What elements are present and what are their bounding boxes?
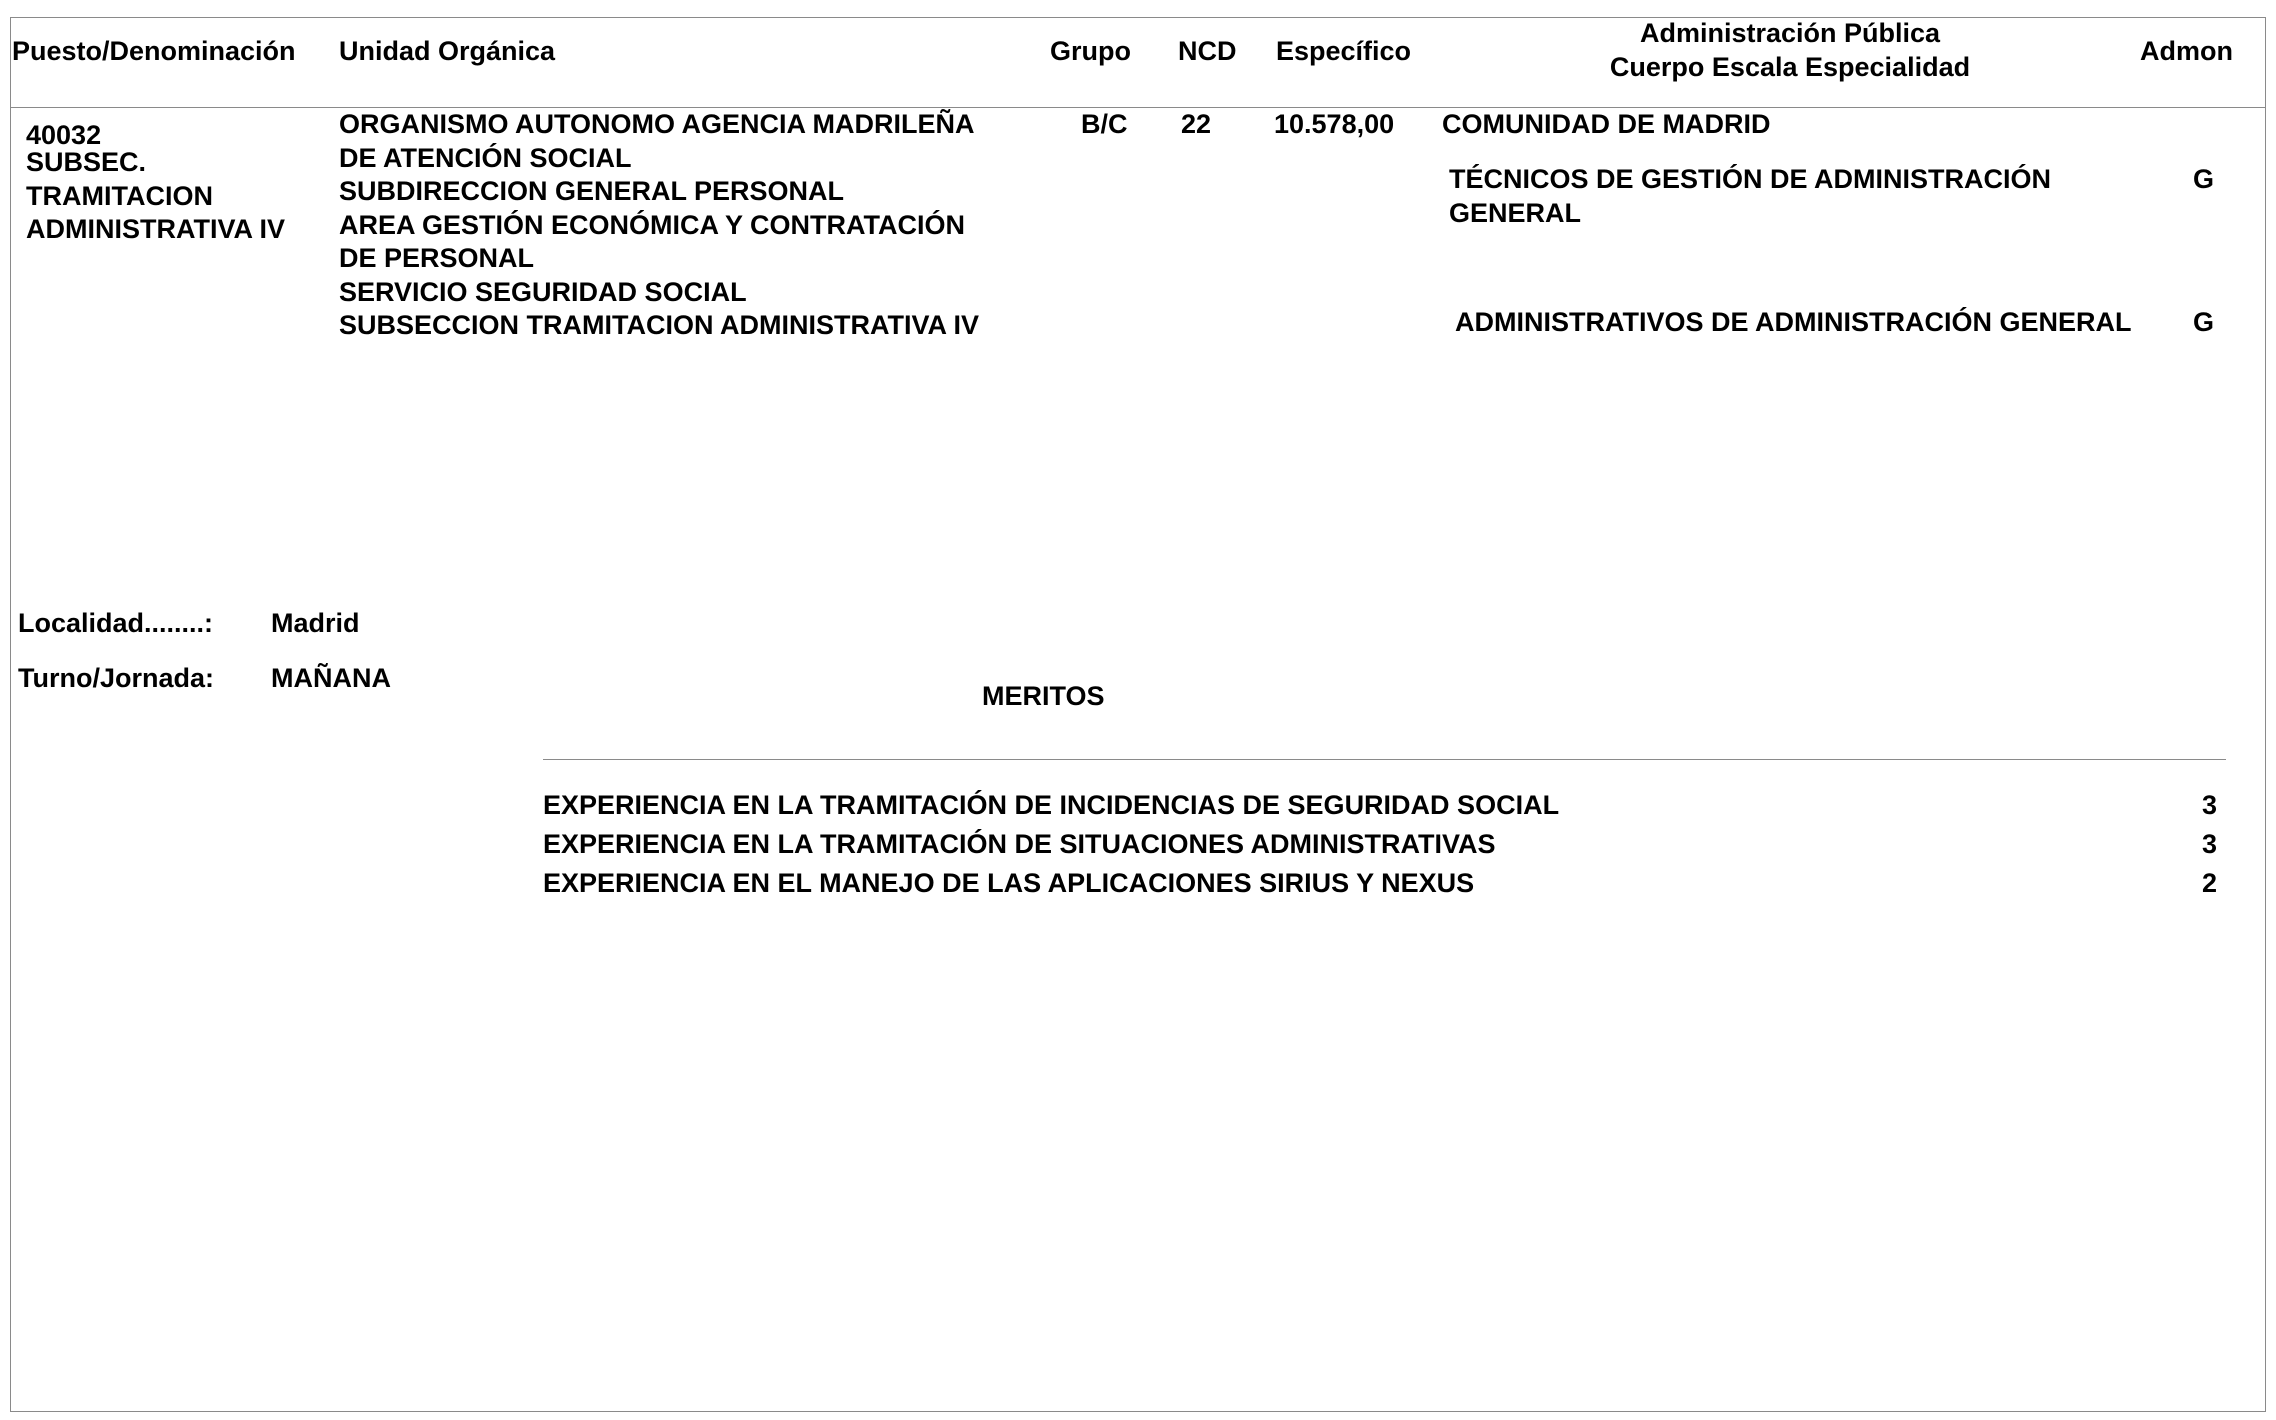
unidad-organica-line: SUBSECCION TRAMITACION ADMINISTRATIVA IV xyxy=(339,310,979,340)
administracion-value: COMUNIDAD DE MADRID xyxy=(1442,109,1771,139)
unidad-organica-line: DE ATENCIÓN SOCIAL xyxy=(339,142,632,173)
ncd-value: 22 xyxy=(1181,109,1212,139)
unidad-organica-line: SERVICIO SEGURIDAD SOCIAL xyxy=(339,276,747,307)
cuerpo-admon: G xyxy=(2193,307,2215,337)
merito-row xyxy=(543,825,2217,864)
merito-score: 3 xyxy=(2201,829,2217,859)
cuerpo-line: ADMINISTRATIVOS DE ADMINISTRACIÓN GENERAL xyxy=(1455,307,2132,337)
turno-value: MAÑANA xyxy=(271,663,391,693)
turno-label: Turno/Jornada: xyxy=(18,663,215,693)
cuerpo-admon: G xyxy=(2193,164,2215,194)
unidad-organica-line: SUBDIRECCION GENERAL PERSONAL xyxy=(339,176,845,206)
merito-text: EXPERIENCIA EN LA TRAMITACIÓN DE INCIDENCIAS DE SEGURIDAD SOCIAL xyxy=(543,790,1560,820)
unidad-organica-line: AREA GESTIÓN ECONÓMICA Y CONTRATACIÓN xyxy=(339,209,966,240)
especifico-value: 10.578,00 xyxy=(1274,109,1395,139)
header-cuerpo-escala: Cuerpo Escala Especialidad xyxy=(1609,52,1971,82)
localidad-value: Madrid xyxy=(271,608,360,638)
meritos-divider xyxy=(543,759,2226,760)
header-admon: Admon xyxy=(2140,36,2233,66)
merito-text: EXPERIENCIA EN EL MANEJO DE LAS APLICACIONES SIRIUS Y NEXUS xyxy=(543,868,1475,898)
cuerpo-line: GENERAL xyxy=(1449,197,1582,228)
puesto-denominacion-line: SUBSEC. xyxy=(26,147,147,177)
merito-row xyxy=(543,786,2217,825)
puesto-denominacion xyxy=(26,146,285,247)
unidad-organica-line: ORGANISMO AUTONOMO AGENCIA MADRILEÑA xyxy=(339,109,975,139)
merito-text: EXPERIENCIA EN LA TRAMITACIÓN DE SITUACIONES ADMINISTRATIVAS xyxy=(543,829,1496,859)
merito-score: 2 xyxy=(2201,868,2217,898)
puesto-codigo: 40032 xyxy=(26,120,102,150)
header-grupo: Grupo xyxy=(1050,36,1131,66)
merito-score: 3 xyxy=(2201,790,2217,820)
header-unidad: Unidad Orgánica xyxy=(339,36,556,66)
localidad-label: Localidad........: xyxy=(18,608,214,638)
cuerpo-line: TÉCNICOS DE GESTIÓN DE ADMINISTRACIÓN xyxy=(1449,164,2052,194)
unidad-organica xyxy=(339,108,979,343)
puesto-denominacion-line: TRAMITACION xyxy=(26,180,213,211)
merito-row xyxy=(543,864,2217,903)
meritos-title: MERITOS xyxy=(982,681,1105,711)
cuerpo-entry xyxy=(1449,163,2051,230)
header-especifico: Específico xyxy=(1276,36,1412,66)
unidad-organica-line: DE PERSONAL xyxy=(339,243,535,273)
header-administracion-publica: Administración Pública xyxy=(1639,18,1941,48)
grupo-value: B/C xyxy=(1081,109,1128,139)
header-puesto: Puesto/Denominación xyxy=(12,36,296,66)
puesto-denominacion-line: ADMINISTRATIVA IV xyxy=(26,214,285,244)
header-ncd: NCD xyxy=(1178,36,1237,66)
